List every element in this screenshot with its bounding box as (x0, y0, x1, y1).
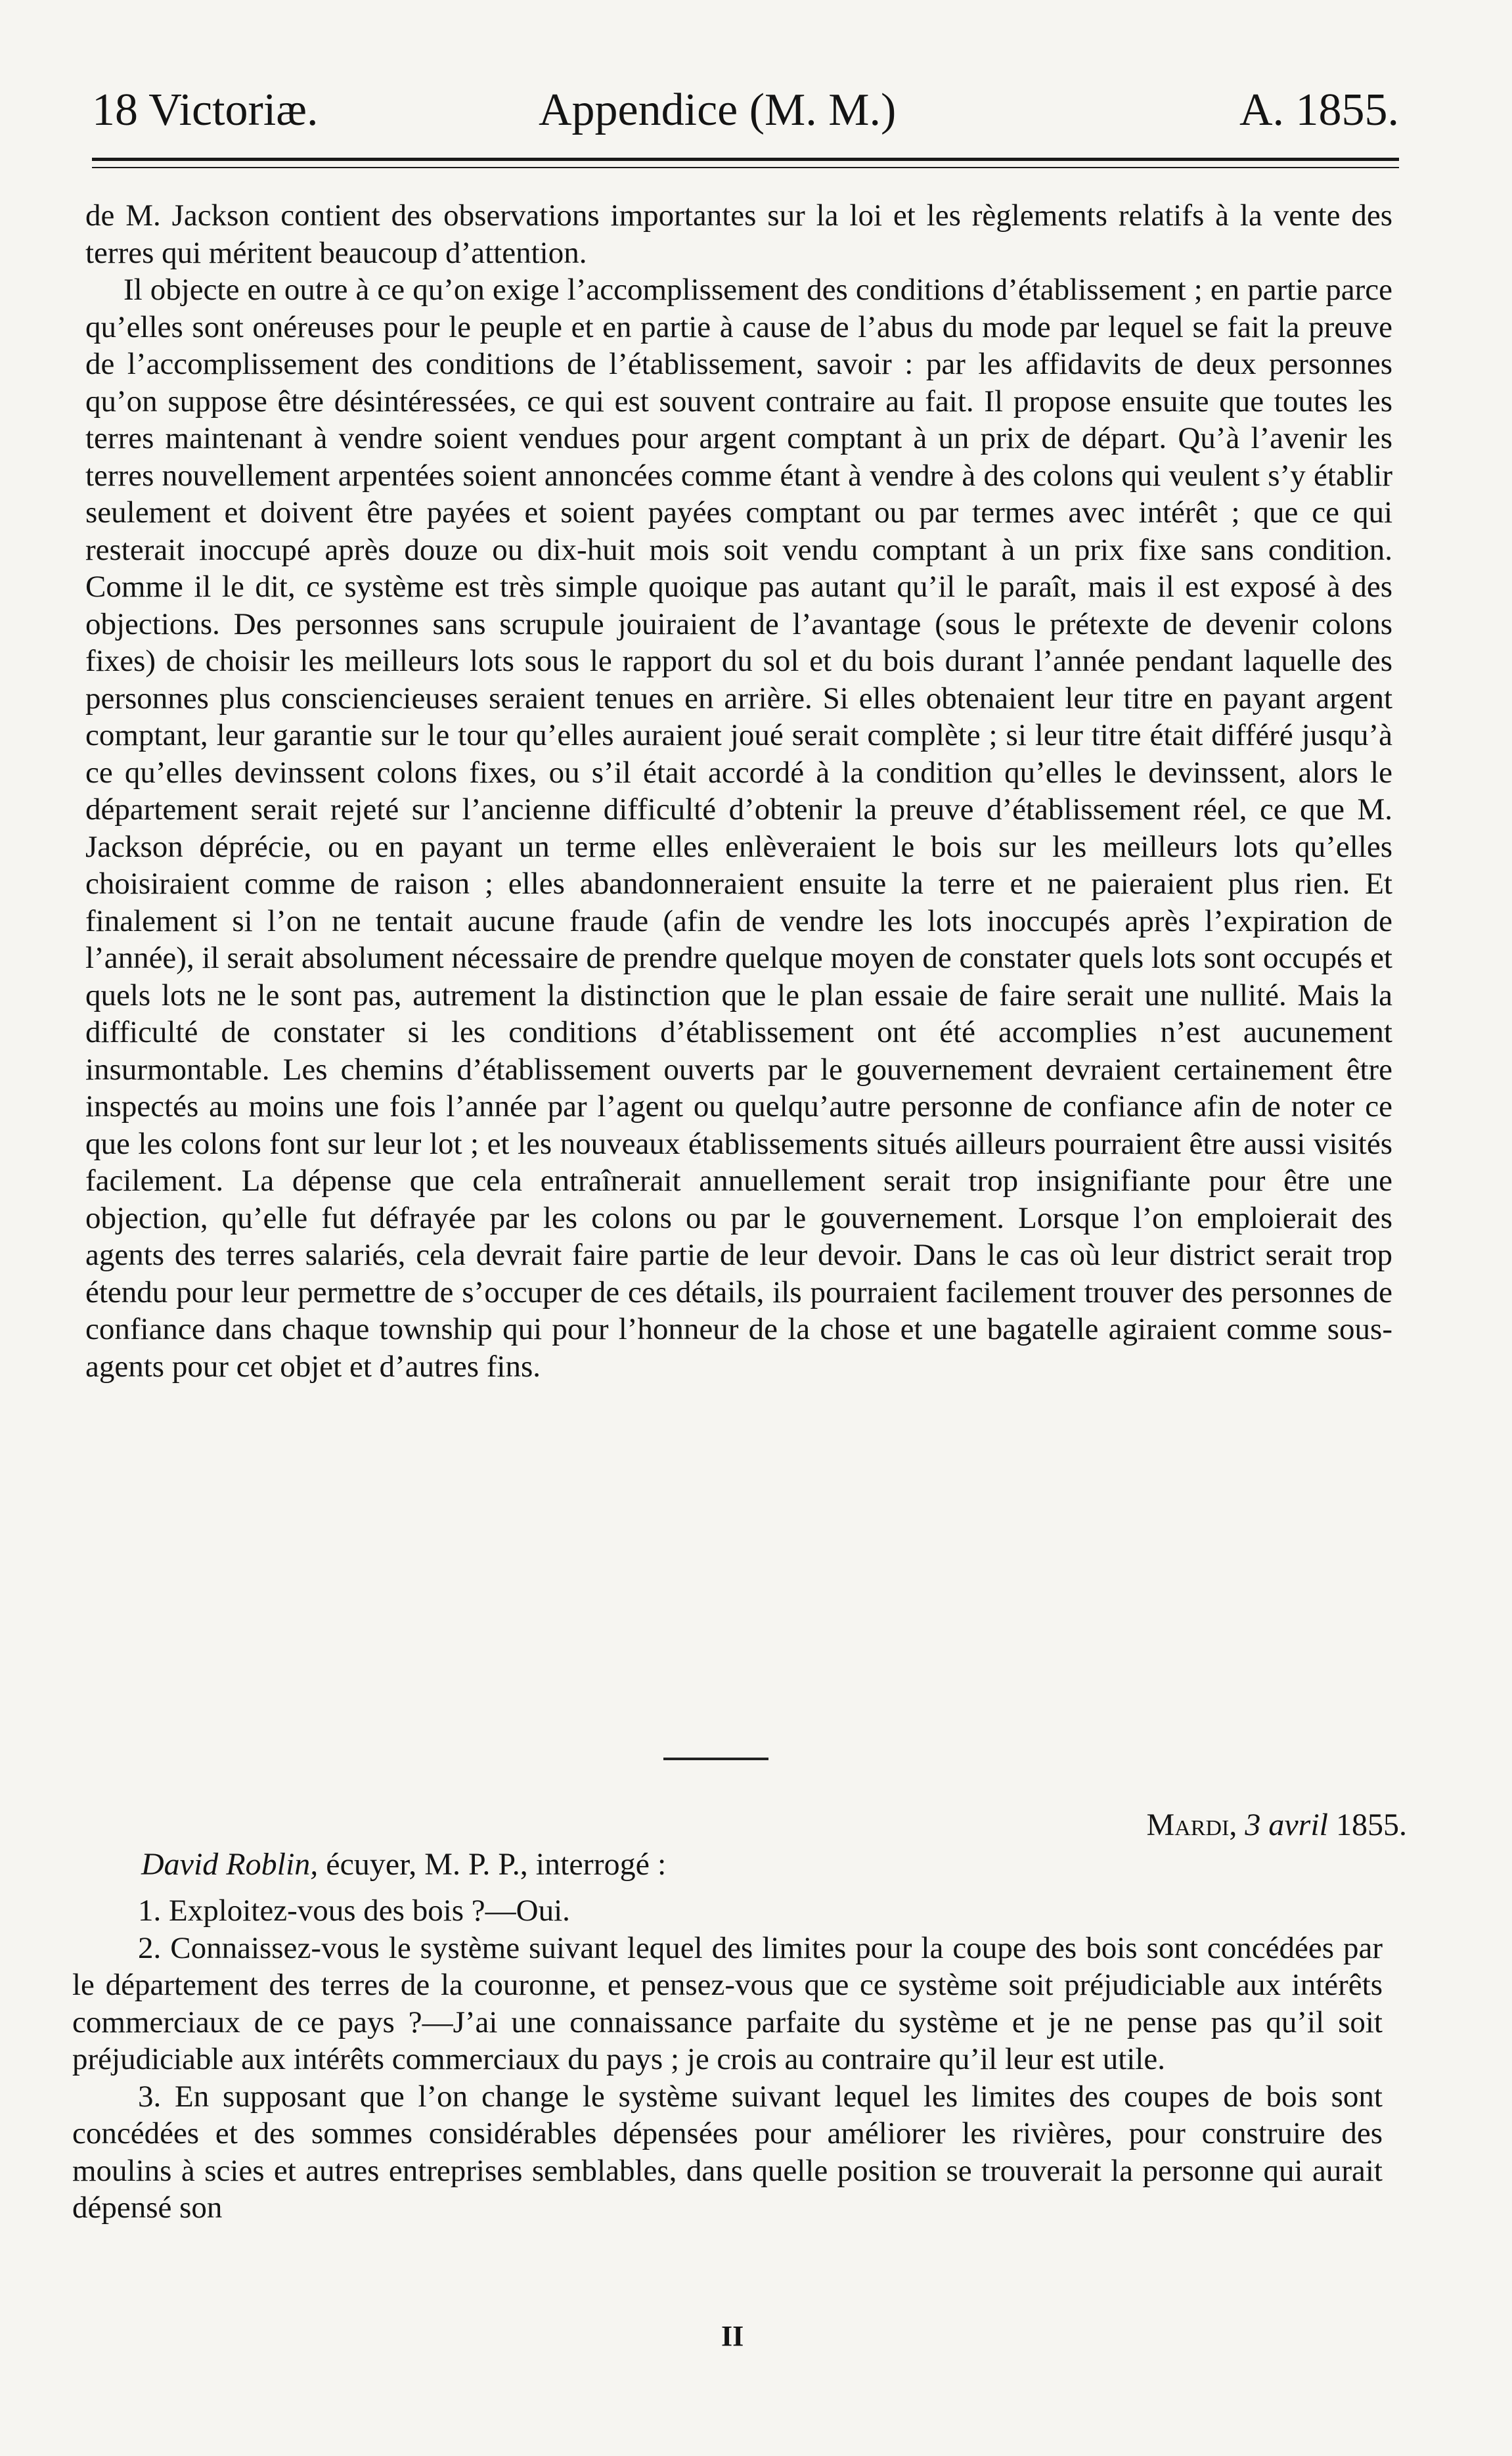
witness-title: écuyer, M. P. P., interrogé : (318, 1847, 667, 1882)
signature-mark: II (721, 2320, 744, 2352)
session-date (1147, 1806, 1407, 1845)
section-separator (663, 1758, 768, 1760)
question-1: 1. Exploitez-vous des bois ?—Oui. (138, 1894, 570, 1928)
header-rule-thick (92, 158, 1399, 161)
date-day: Mardi, (1146, 1808, 1237, 1842)
date-day-month: 3 avril (1245, 1808, 1328, 1842)
paragraph-continuation: de M. Jackson contient des observations importantes sur la loi et les règlements relatifs à la vente des terres qui méritent beaucoup d’attention. (85, 198, 1392, 270)
witness-line (141, 1845, 666, 1884)
header-left: 18 Victoriæ. (92, 85, 319, 135)
running-header (92, 84, 1399, 137)
header-rule-thin (92, 167, 1399, 168)
header-center: Appendice (M. M.) (539, 85, 897, 135)
date-year: 1855. (1336, 1808, 1407, 1842)
header-right: A. 1855. (1239, 85, 1399, 135)
questions-answers (72, 1892, 1383, 2227)
body-text (85, 197, 1392, 1385)
witness-name: David Roblin, (141, 1847, 319, 1882)
paragraph-objections: Il objecte en outre à ce qu’on exige l’accomplissement des conditions d’établissement ; en partie parce qu’elles sont onéreuses pour le peuple et en partie à cause de l’abus du mode par lequel se fait la preuve de l’accomplissement des conditions de l’établissement, savoir : par les affidavits de deux personnes qu’on suppose être désintéressées, ce qui est souvent contraire au fait. Il propose ensuite que toutes les terres maintenant à vendre soient vendues pour argent comptant à un prix de départ. Qu’à l’avenir les terres nouvellement arpentées soient annoncées comme étant à vendre à des colons qui veulent s’y établir seulement et doivent être payées et soient payées comptant ou par termes avec intérêt ; que ce qui resterait inoccupé après douze ou dix-huit mois soit vendu comptant à un prix fixe sans condition. Comme il le dit, ce système est très simple quoique pas autant qu’il le paraît, mais il est exposé à des objections. Des personnes sans scrupule jouiraient de l’avantage (sous le prétexte de devenir colons fixes) de choisir les meilleurs lots sous le rapport du sol et du bois durant l’année pendant laquelle des personnes plus consciencieuses seraient tenues en arrière. Si elles obtenaient leur titre en payant argent comptant, leur garantie sur le tour qu’elles auraient joué serait complète ; si leur titre était différé jusqu’à ce qu’elles devinssent colons fixes, ou s’il était accordé à la condition qu’elles le devinssent, alors le département serait rejeté sur l’ancienne difficulté d’obtenir la preuve d’établissement réel, ce que M. Jackson déprécie, ou en payant un terme elles enlèveraient le bois sur les meilleurs lots qu’elles choisiraient comme de raison ; elles abandonneraient ensuite la terre et ne paieraient plus rien. Et finalement si l’on ne tentait aucune fraude (afin de vendre les lots inoccupés après l’expiration de l’année), il serait absolument nécessaire de prendre quelque moyen de constater quels lots sont occupés et quels lots ne le sont pas, autrement la distinction que le plan essaie de faire serait une nullité. Mais la difficulté de constater si les conditions d’établissement ont été accomplies n’est aucunement insurmontable. Les chemins d’établissement ouverts par le gouvernement devraient certainement être inspectés au moins une fois l’année par l’agent ou quelqu’autre personne de confiance afin de noter ce que les colons font sur leur lot ; et les nouveaux établissements situés ailleurs pourraient être aussi visités facilement. La dépense que cela entraînerait annuellement serait trop insignifiante pour être une objection, qu’elle fut défrayée par les colons ou par le gouvernement. Lorsque l’on emploierait des agents des terres salariés, cela devrait faire partie de leur devoir. Dans le cas où leur district serait trop étendu pour leur permettre de s’occuper de ces détails, ils pourraient facilement trouver des personnes de confiance dans chaque township qui pour l’honneur de la chose et une bagatelle agiraient comme sous-agents pour cet objet et d’autres fins. (85, 273, 1392, 1384)
question-2: 2. Connaissez-vous le système suivant lequel des limites pour la coupe des bois sont concédées par le département des terres de la couronne, et pensez-vous que ce système soit préjudiciable aux intérêts commerciaux de ce pays ?—J’ai une connaissance parfaite du système et je ne pense pas qu’il soit préjudiciable aux intérêts commerciaux du pays ; je crois au contraire qu’il leur est utile. (72, 1930, 1383, 2076)
question-3: 3. En supposant que l’on change le système suivant lequel les limites des coupes de bois sont concédées et des sommes considérables dépensées pour améliorer les rivières, pour construire des moulins à scies et autres entreprises semblables, dans quelle position se trouverait la personne qui aurait dépensé son (72, 2079, 1383, 2225)
